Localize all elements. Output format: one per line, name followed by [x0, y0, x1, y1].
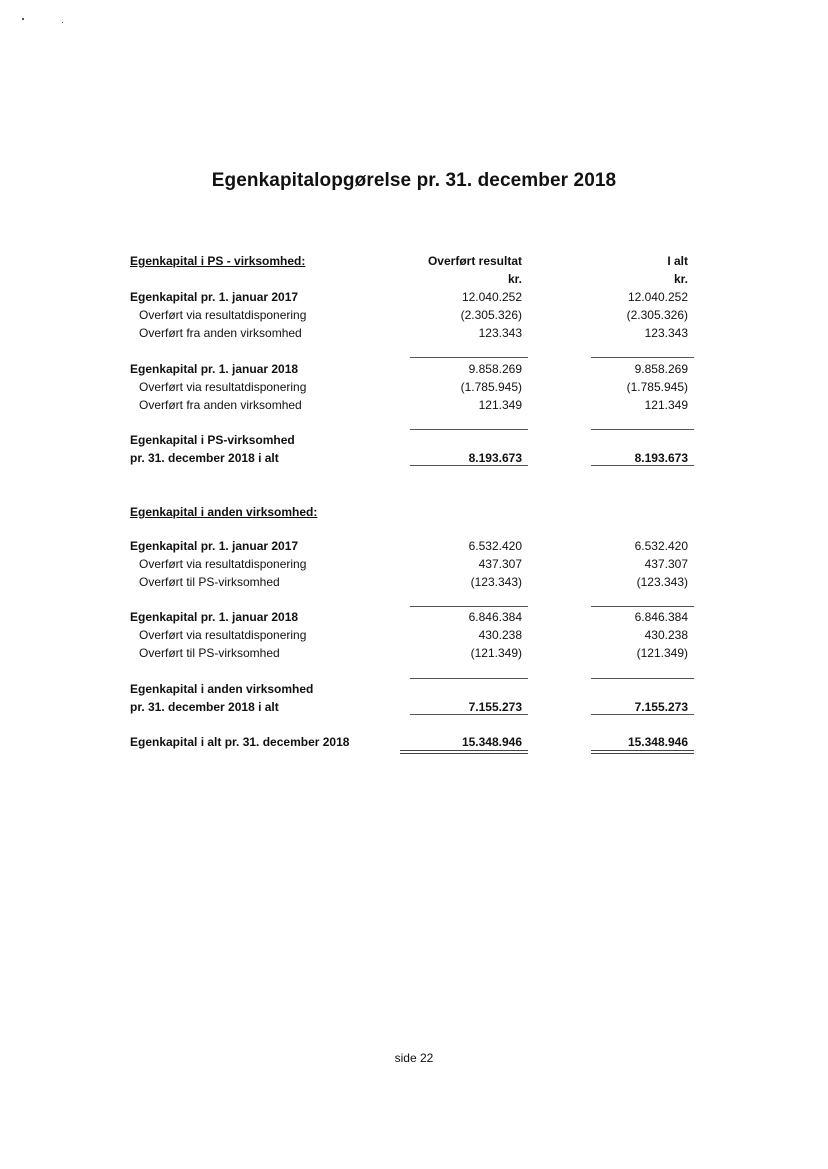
total-value-col1: 8.193.673: [468, 451, 522, 465]
ps-row-transfer-other-2017: [0, 324, 828, 342]
row-value-col1: 121.349: [478, 398, 522, 412]
total-value-col2: 8.193.673: [634, 451, 688, 465]
col1-unit: kr.: [507, 272, 522, 286]
row-value-col1: 6.532.420: [468, 539, 522, 553]
row-label: pr. 31. december 2018 i alt: [130, 700, 279, 714]
row-label: Egenkapital pr. 1. januar 2018: [130, 362, 299, 376]
row-value-col1: 12.040.252: [461, 290, 522, 304]
total-rule: [410, 714, 528, 715]
row-value-col1: 437.307: [478, 557, 522, 571]
ps-row-opening-2018: [0, 360, 828, 378]
other-total-label-row: [0, 680, 828, 698]
row-value-col2: 123.343: [644, 326, 688, 340]
ps-row-transfer-other-2018: [0, 396, 828, 414]
row-value-col2: 6.532.420: [634, 539, 688, 553]
ps-row-opening-2017: [0, 288, 828, 306]
row-value-col2: (123.343): [636, 575, 688, 589]
row-label: Overført via resultatdisponering: [139, 308, 307, 322]
ps-row-transfer-disposition-2017: [0, 306, 828, 324]
row-label: Overført til PS-virksomhed: [139, 646, 280, 660]
row-value-col1: 6.846.384: [468, 610, 522, 624]
row-value-col2: 121.349: [644, 398, 688, 412]
other-row-transfer-disposition-2017: [0, 555, 828, 573]
row-value-col2: (1.785.945): [626, 380, 688, 394]
row-value-col2: 437.307: [644, 557, 688, 571]
row-label: Overført fra anden virksomhed: [139, 326, 302, 340]
subtotal-rule: [591, 606, 694, 607]
row-value-col1: (123.343): [470, 575, 522, 589]
total-rule: [591, 465, 694, 466]
grand-total-double-rule: [591, 750, 694, 754]
row-label: Overført via resultatdisponering: [139, 557, 307, 571]
row-value-col2: 430.238: [644, 628, 688, 642]
row-label: Overført fra anden virksomhed: [139, 398, 302, 412]
row-label: pr. 31. december 2018 i alt: [130, 451, 279, 465]
col2-unit: kr.: [673, 272, 688, 286]
total-rule: [591, 714, 694, 715]
grand-total-col2: 15.348.946: [627, 735, 688, 749]
page-number: side 22: [394, 1051, 434, 1065]
row-label: Egenkapital pr. 1. januar 2017: [130, 539, 299, 553]
other-row-transfer-ps-2017: [0, 573, 828, 591]
row-value-col1: (1.785.945): [460, 380, 522, 394]
col1-header: Overført resultat: [427, 254, 522, 268]
ps-row-transfer-disposition-2018: [0, 378, 828, 396]
subtotal-rule: [410, 606, 528, 607]
other-row-transfer-disposition-2018: [0, 626, 828, 644]
other-section-heading: Egenkapital i anden virksomhed:: [130, 505, 318, 519]
page-title: Egenkapitalopgørelse pr. 31. december 2018: [211, 170, 617, 191]
row-label: Overført via resultatdisponering: [139, 380, 307, 394]
row-value-col2: (2.305.326): [626, 308, 688, 322]
ps-section-heading: Egenkapital i PS - virksomhed:: [130, 254, 306, 268]
total-rule: [410, 465, 528, 466]
column-header-row: [0, 252, 828, 270]
row-value-col2: 6.846.384: [634, 610, 688, 624]
subtotal-rule: [410, 429, 528, 430]
row-label: Egenkapital i anden virksomhed: [130, 682, 314, 696]
scan-speck: [62, 22, 63, 23]
row-value-col1: (2.305.326): [460, 308, 522, 322]
row-label: Egenkapital i PS-virksomhed: [130, 433, 295, 447]
row-label: Overført via resultatdisponering: [139, 628, 307, 642]
row-value-col2: 12.040.252: [627, 290, 688, 304]
other-row-transfer-ps-2018: [0, 644, 828, 662]
other-heading-row: [0, 503, 828, 521]
grand-total-col1: 15.348.946: [461, 735, 522, 749]
grand-total-double-rule: [400, 750, 528, 754]
subtotal-rule: [410, 357, 528, 358]
total-value-col2: 7.155.273: [634, 700, 688, 714]
subtotal-rule: [591, 429, 694, 430]
row-value-col1: (121.349): [470, 646, 522, 660]
subtotal-rule: [591, 678, 694, 679]
row-value-col1: 430.238: [478, 628, 522, 642]
other-row-opening-2017: [0, 537, 828, 555]
grand-total-row: [0, 733, 828, 751]
row-value-col2: 9.858.269: [634, 362, 688, 376]
row-label: Egenkapital pr. 1. januar 2018: [130, 610, 299, 624]
total-value-col1: 7.155.273: [468, 700, 522, 714]
row-value-col1: 123.343: [478, 326, 522, 340]
row-value-col1: 9.858.269: [468, 362, 522, 376]
subtotal-rule: [591, 357, 694, 358]
row-value-col2: (121.349): [636, 646, 688, 660]
row-label: Overført til PS-virksomhed: [139, 575, 280, 589]
scan-speck: [22, 18, 24, 20]
other-row-opening-2018: [0, 608, 828, 626]
row-label: Egenkapital i alt pr. 31. december 2018: [130, 735, 350, 749]
ps-total-label-row: [0, 431, 828, 449]
row-label: Egenkapital pr. 1. januar 2017: [130, 290, 299, 304]
column-unit-row: [0, 270, 828, 288]
subtotal-rule: [410, 678, 528, 679]
col2-header: I alt: [667, 254, 688, 268]
